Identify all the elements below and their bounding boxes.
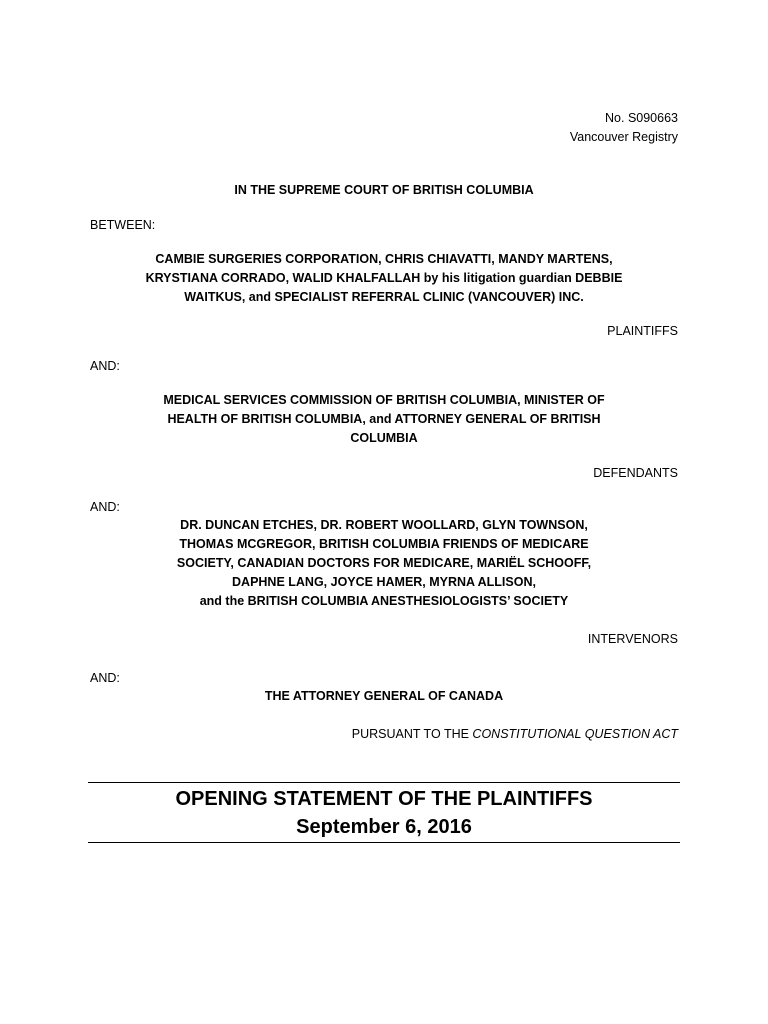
defendants-line: MEDICAL SERVICES COMMISSION OF BRITISH COLUMBIA, MINISTER OF bbox=[163, 393, 605, 407]
and-label-2: AND: bbox=[90, 500, 120, 514]
plaintiffs-line: KRYSTIANA CORRADO, WALID KHALFALLAH by his litigation guardian DEBBIE bbox=[145, 271, 623, 285]
plaintiffs-line: CAMBIE SURGERIES CORPORATION, CHRIS CHIAVATTI, MANDY MARTENS, bbox=[155, 252, 613, 266]
pursuant-prefix: PURSUANT TO THE bbox=[351, 727, 473, 741]
intervenors-line: DR. DUNCAN ETCHES, DR. ROBERT WOOLLARD, GLYN TOWNSON, bbox=[180, 518, 588, 532]
case-number: No. S090663 bbox=[605, 111, 678, 125]
attorney-general-canada: THE ATTORNEY GENERAL OF CANADA bbox=[264, 689, 504, 703]
title-rule-bottom bbox=[88, 842, 680, 843]
plaintiffs-line: WAITKUS, and SPECIALIST REFERRAL CLINIC (VANCOUVER) INC. bbox=[184, 290, 584, 304]
intervenors-line: THOMAS MCGREGOR, BRITISH COLUMBIA FRIENDS OF MEDICARE bbox=[179, 537, 589, 551]
document-title bbox=[88, 785, 680, 841]
pursuant-line bbox=[352, 725, 678, 744]
title-rule-top bbox=[88, 782, 680, 783]
intervenors-line: and the BRITISH COLUMBIA ANESTHESIOLOGISTS’ SOCIETY bbox=[199, 594, 569, 608]
and-label-1: AND: bbox=[90, 359, 120, 373]
intervenors-line: SOCIETY, CANADIAN DOCTORS FOR MEDICARE, MARIËL SCHOOFF, bbox=[176, 556, 592, 570]
court-heading: IN THE SUPREME COURT OF BRITISH COLUMBIA bbox=[234, 183, 534, 197]
pursuant-act: CONSTITUTIONAL QUESTION ACT bbox=[472, 727, 678, 741]
defendants-line: HEALTH OF BRITISH COLUMBIA, and ATTORNEY GENERAL OF BRITISH bbox=[167, 412, 601, 426]
intervenors-role: INTERVENORS bbox=[587, 632, 678, 646]
and-label-3: AND: bbox=[90, 671, 120, 685]
registry: Vancouver Registry bbox=[569, 130, 678, 144]
plaintiffs-names bbox=[90, 250, 678, 307]
intervenors-names bbox=[90, 516, 678, 611]
plaintiffs-role: PLAINTIFFS bbox=[607, 324, 678, 338]
title-date: September 6, 2016 bbox=[296, 816, 472, 838]
between-label: BETWEEN: bbox=[90, 218, 156, 232]
defendants-names bbox=[90, 391, 678, 448]
defendants-line: COLUMBIA bbox=[350, 431, 418, 445]
intervenors-line: DAPHNE LANG, JOYCE HAMER, MYRNA ALLISON, bbox=[232, 575, 536, 589]
title-line-1: OPENING STATEMENT OF THE PLAINTIFFS bbox=[175, 788, 593, 810]
defendants-role: DEFENDANTS bbox=[593, 466, 678, 480]
case-header bbox=[570, 109, 678, 147]
